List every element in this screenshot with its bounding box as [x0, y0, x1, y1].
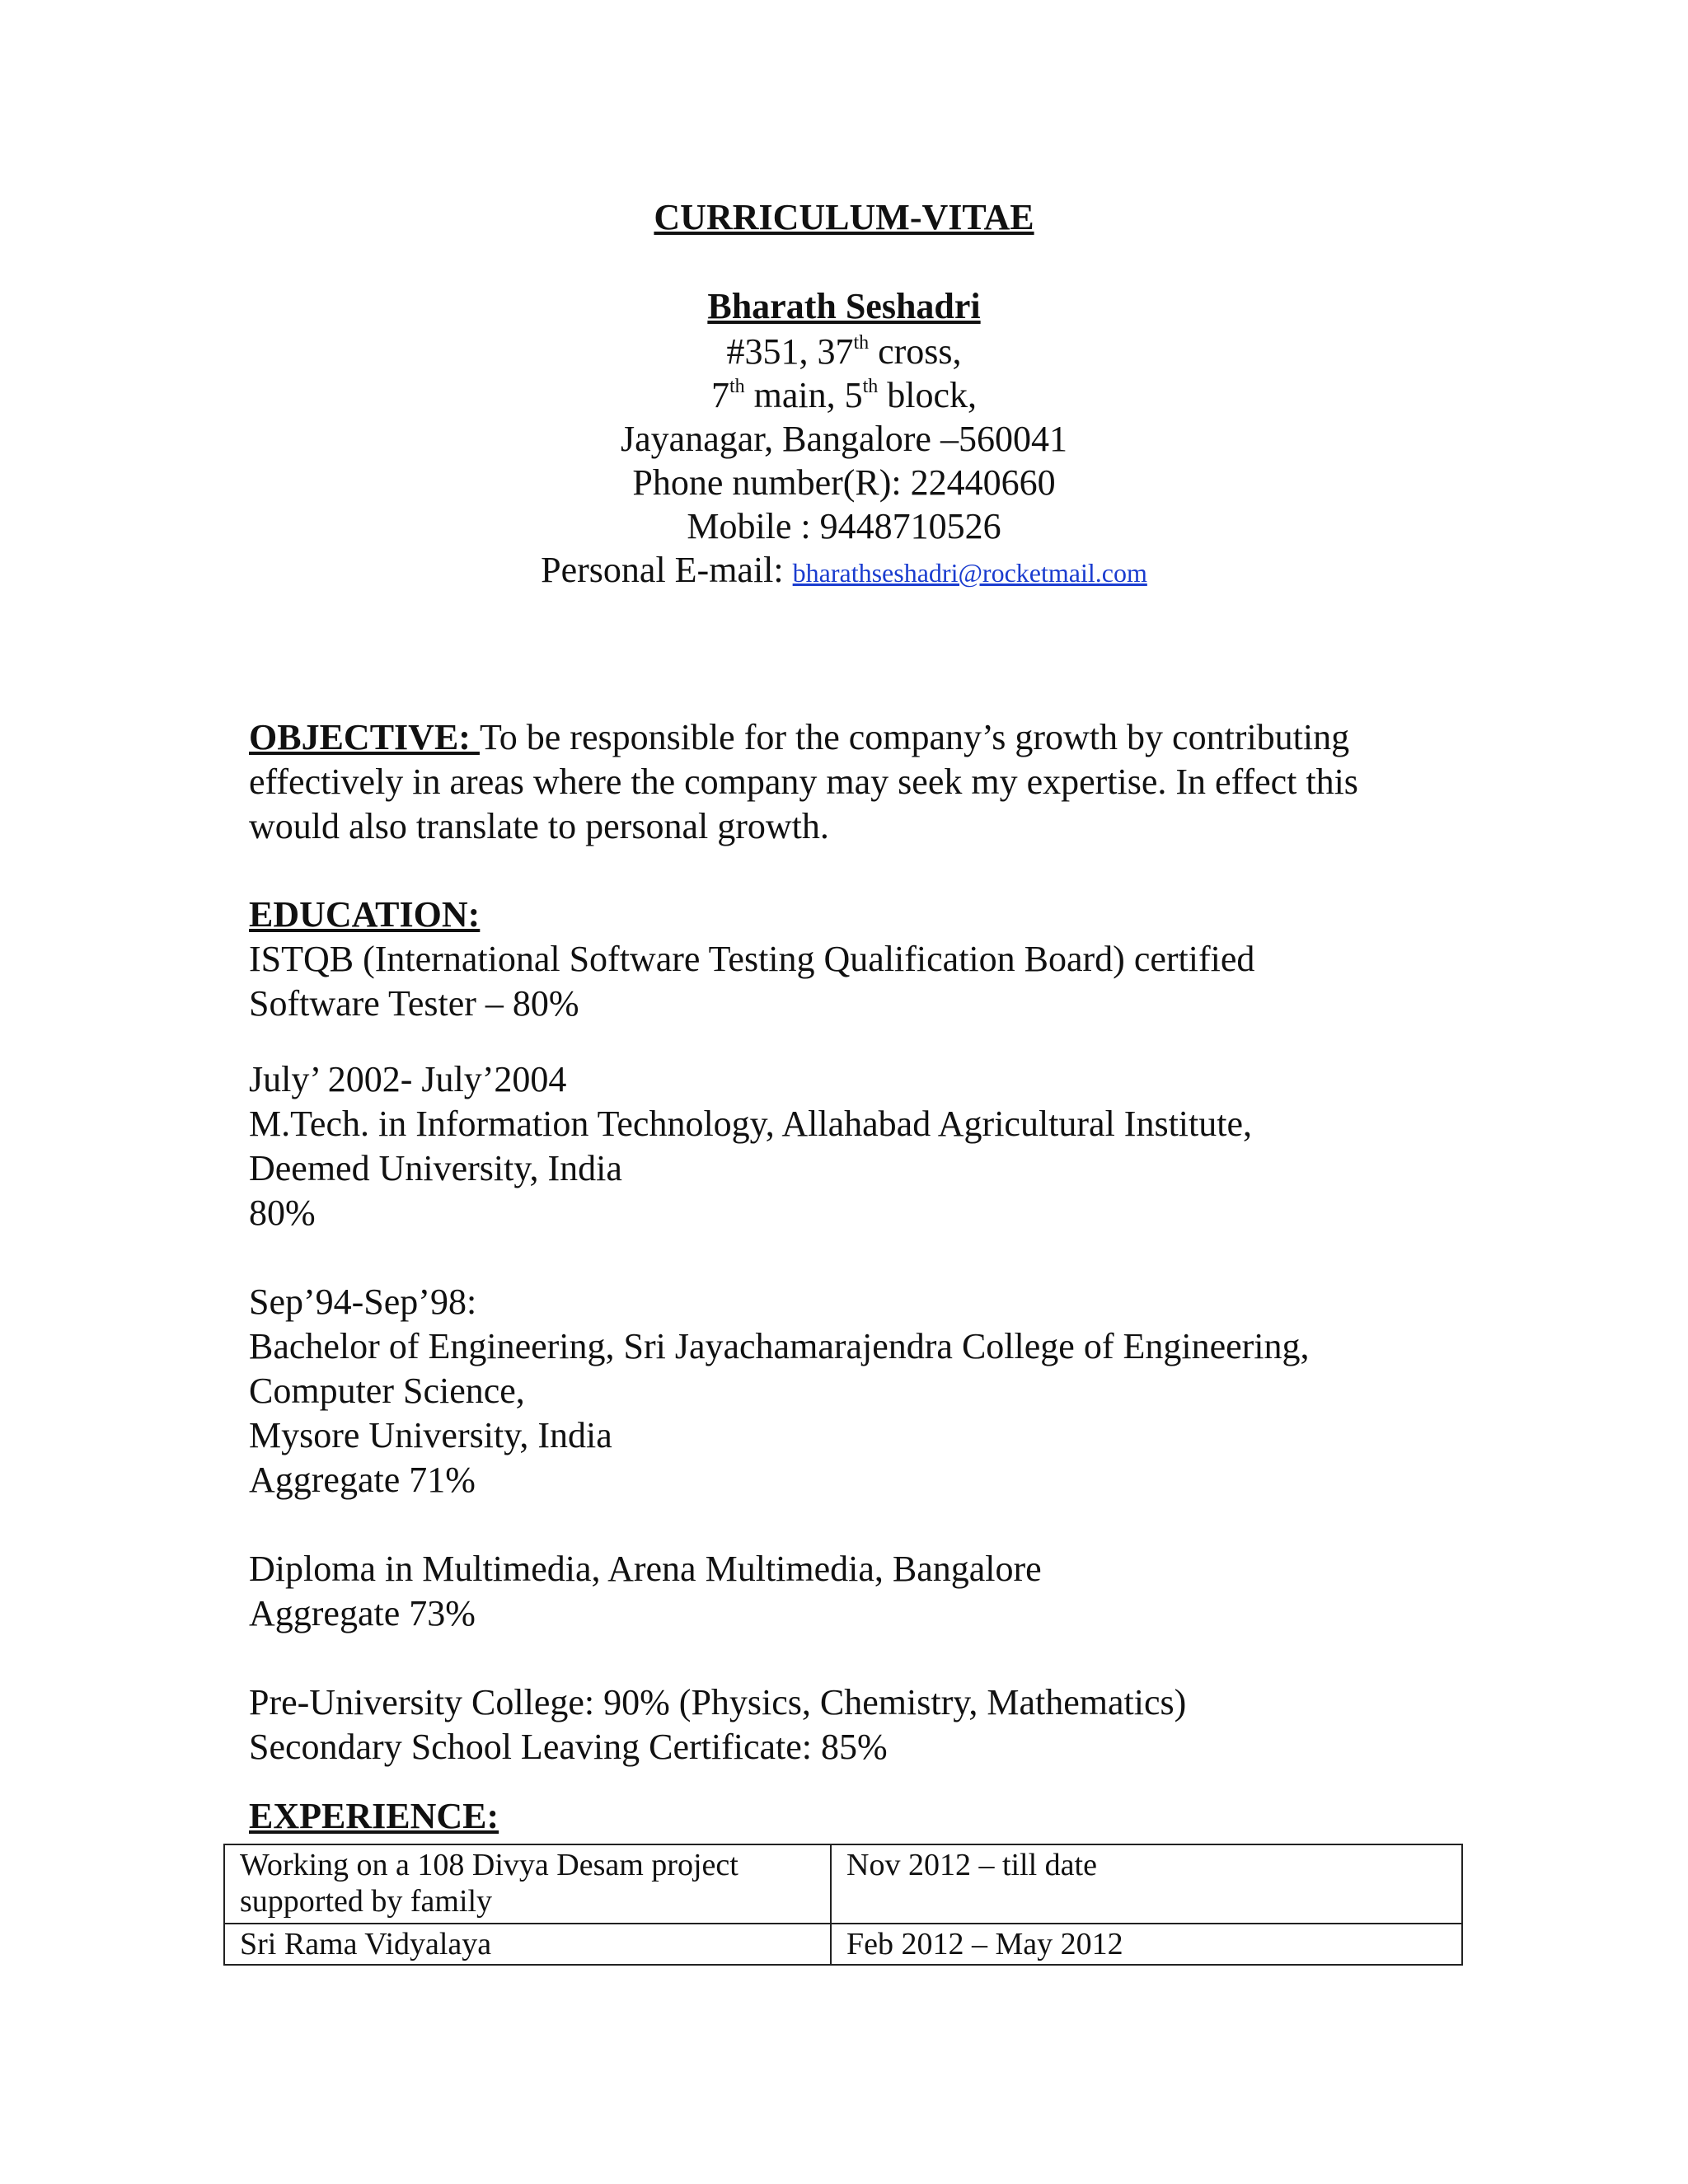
istqb-line-2: Software Tester – 80%: [249, 983, 579, 1024]
experience-table: [223, 1844, 1463, 1966]
experience-heading: EXPERIENCE:: [249, 1796, 499, 1836]
sslc-line: Secondary School Leaving Certificate: 85%: [249, 1727, 888, 1767]
experience-role-cell: [224, 1924, 831, 1965]
experience-role-line: Sri Rama Vidyalaya: [240, 1927, 492, 1961]
education-heading: EDUCATION:: [249, 894, 481, 935]
email-label: Personal E-mail:: [541, 550, 793, 590]
objective-text: To be responsible for the company’s growth by contributing effectively in areas where the company may seek my expertise. In effect this would also translate to personal growth.: [249, 717, 1358, 846]
istqb-line-1: ISTQB (International Software Testing Qualification Board) certified: [249, 939, 1255, 979]
email-line: [0, 548, 1688, 595]
objective-section: [249, 715, 1452, 849]
experience-role-cell: [224, 1844, 831, 1924]
email-link[interactable]: bharathseshadri@rocketmail.com: [792, 558, 1147, 588]
education-section: [249, 893, 1452, 1769]
be-line-2: Computer Science,: [249, 1371, 525, 1411]
diploma-score: Aggregate 73%: [249, 1593, 476, 1633]
be-dates: Sep’94-Sep’98:: [249, 1282, 477, 1322]
experience-period-cell: Nov 2012 – till date: [831, 1844, 1462, 1924]
address-line-2: [0, 373, 1688, 418]
document-title: CURRICULUM-VITAE: [654, 197, 1034, 237]
table-row: [224, 1924, 1462, 1965]
address-line-2-c: block,: [878, 375, 978, 415]
experience-period-cell: Feb 2012 – May 2012: [831, 1924, 1462, 1965]
address-line-2-sup-1: th: [729, 376, 745, 397]
diploma-line-1: Diploma in Multimedia, Arena Multimedia, Bangalore: [249, 1549, 1042, 1589]
mtech-dates: July’ 2002- July’2004: [249, 1059, 567, 1099]
phone-number: Phone number(R): 22440660: [632, 462, 1056, 503]
mobile-number: Mobile : 9448710526: [687, 506, 1001, 546]
be-line-1: Bachelor of Engineering, Sri Jayachamarajendra College of Engineering,: [249, 1326, 1310, 1366]
puc-line: Pre-University College: 90% (Physics, Chemistry, Mathematics): [249, 1682, 1187, 1722]
address-line-2-sup-2: th: [862, 376, 879, 397]
be-score: Aggregate 71%: [249, 1460, 476, 1500]
address-line-3: Jayanagar, Bangalore –560041: [621, 419, 1067, 459]
candidate-name: Bharath Seshadri: [707, 286, 981, 326]
experience-role-line: Working on a 108 Divya Desam project: [240, 1848, 738, 1882]
mtech-line-1: M.Tech. in Information Technology, Allahabad Agricultural Institute,: [249, 1104, 1253, 1144]
address-line-1: [0, 330, 1688, 374]
address-line-1-pre: #351, 37: [726, 331, 854, 372]
address-line-2-a: 7: [710, 375, 729, 415]
address-line-1-sup: th: [853, 332, 870, 354]
mtech-score: 80%: [249, 1193, 316, 1233]
objective-heading: OBJECTIVE:: [249, 717, 480, 757]
table-row: [224, 1844, 1462, 1924]
address-line-2-b: main, 5: [744, 375, 863, 415]
mtech-line-2: Deemed University, India: [249, 1148, 622, 1188]
address-line-1-post: cross,: [869, 331, 962, 372]
be-line-3: Mysore University, India: [249, 1415, 612, 1455]
experience-role-line: supported by family: [240, 1884, 493, 1919]
